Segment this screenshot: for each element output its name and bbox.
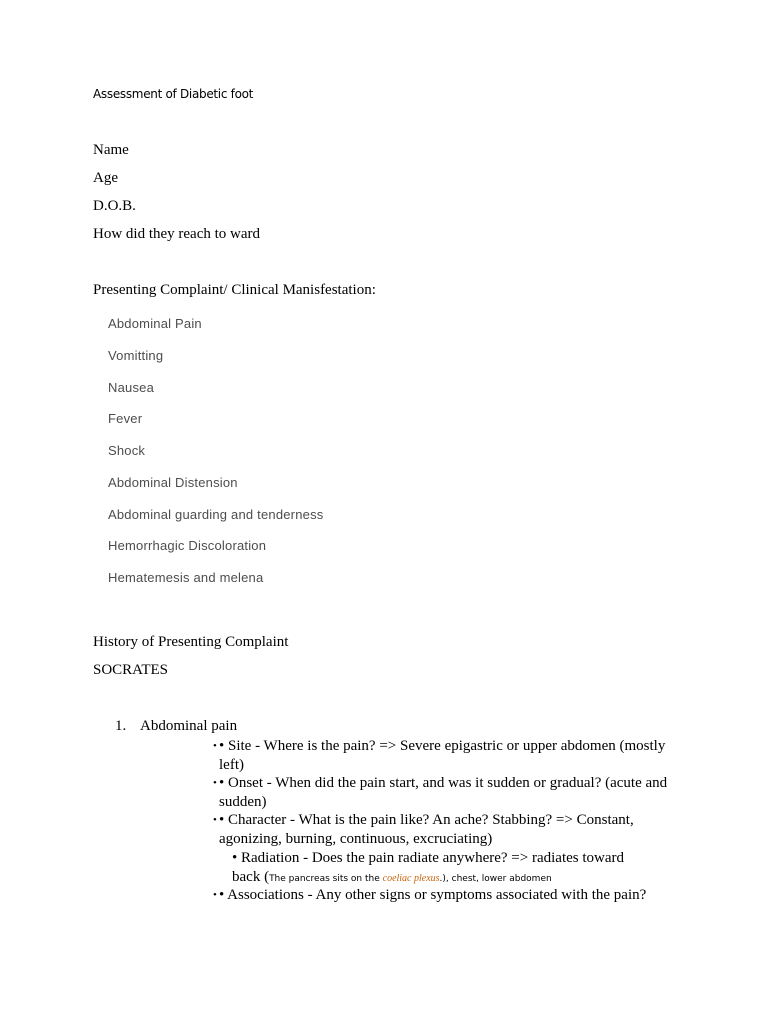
symptom-item: Hematemesis and melena: [108, 570, 264, 585]
symptom-item: Abdominal guarding and tenderness: [108, 507, 324, 522]
presenting-complaint-heading: Presenting Complaint/ Clinical Manisfestation:: [93, 282, 376, 298]
field-arrival: How did they reach to ward: [93, 226, 261, 242]
symptom-item: Nausea: [108, 380, 155, 395]
bullet-associations: [213, 886, 679, 905]
bullet-radiation: [232, 849, 652, 889]
field-dob: D.O.B.: [93, 198, 136, 214]
bullet-onset: [213, 774, 679, 812]
bullet-text: • Radiation - Does the pain radiate anywhere? => radiates toward back (: [232, 850, 625, 885]
list-label: Abdominal pain: [140, 718, 238, 734]
list-number: 1.: [115, 718, 127, 734]
footnote-text: .), chest, lower abdomen: [439, 874, 552, 884]
field-name: Name: [93, 142, 129, 158]
symptom-item: Abdominal Pain: [108, 316, 202, 331]
symptom-item: Hemorrhagic Discoloration: [108, 538, 267, 553]
symptom-item: Fever: [108, 411, 143, 426]
bullet-dot: •: [213, 777, 217, 789]
coeliac-plexus-link[interactable]: coeliac plexus: [382, 873, 440, 884]
field-age: Age: [93, 170, 118, 186]
bullet-dot: •: [213, 740, 217, 752]
symptom-item: Abdominal Distension: [108, 475, 238, 490]
bullet-character: [213, 811, 679, 849]
bullet-text: • Character - What is the pain like? An ache? Stabbing? => Constant, agonizing, burning, continuous, excruciating): [219, 812, 634, 847]
symptom-item: Shock: [108, 443, 146, 458]
hpc-heading: History of Presenting Complaint: [93, 634, 289, 650]
bullet-dot: •: [213, 889, 217, 901]
symptom-item: Vomitting: [108, 348, 164, 363]
bullet-text: • Site - Where is the pain? => Severe epigastric or upper abdomen (mostly left): [219, 738, 666, 773]
document-title: Assessment of Diabetic foot: [93, 87, 254, 101]
bullet-dot: •: [213, 814, 217, 826]
bullet-text: • Onset - When did the pain start, and was it sudden or gradual? (acute and sudden): [219, 775, 668, 810]
footnote-text: The pancreas sits on the: [269, 874, 383, 884]
bullet-text: • Associations - Any other signs or symptoms associated with the pain?: [219, 887, 647, 903]
bullet-site: [213, 737, 679, 775]
socrates-heading: SOCRATES: [93, 662, 169, 678]
